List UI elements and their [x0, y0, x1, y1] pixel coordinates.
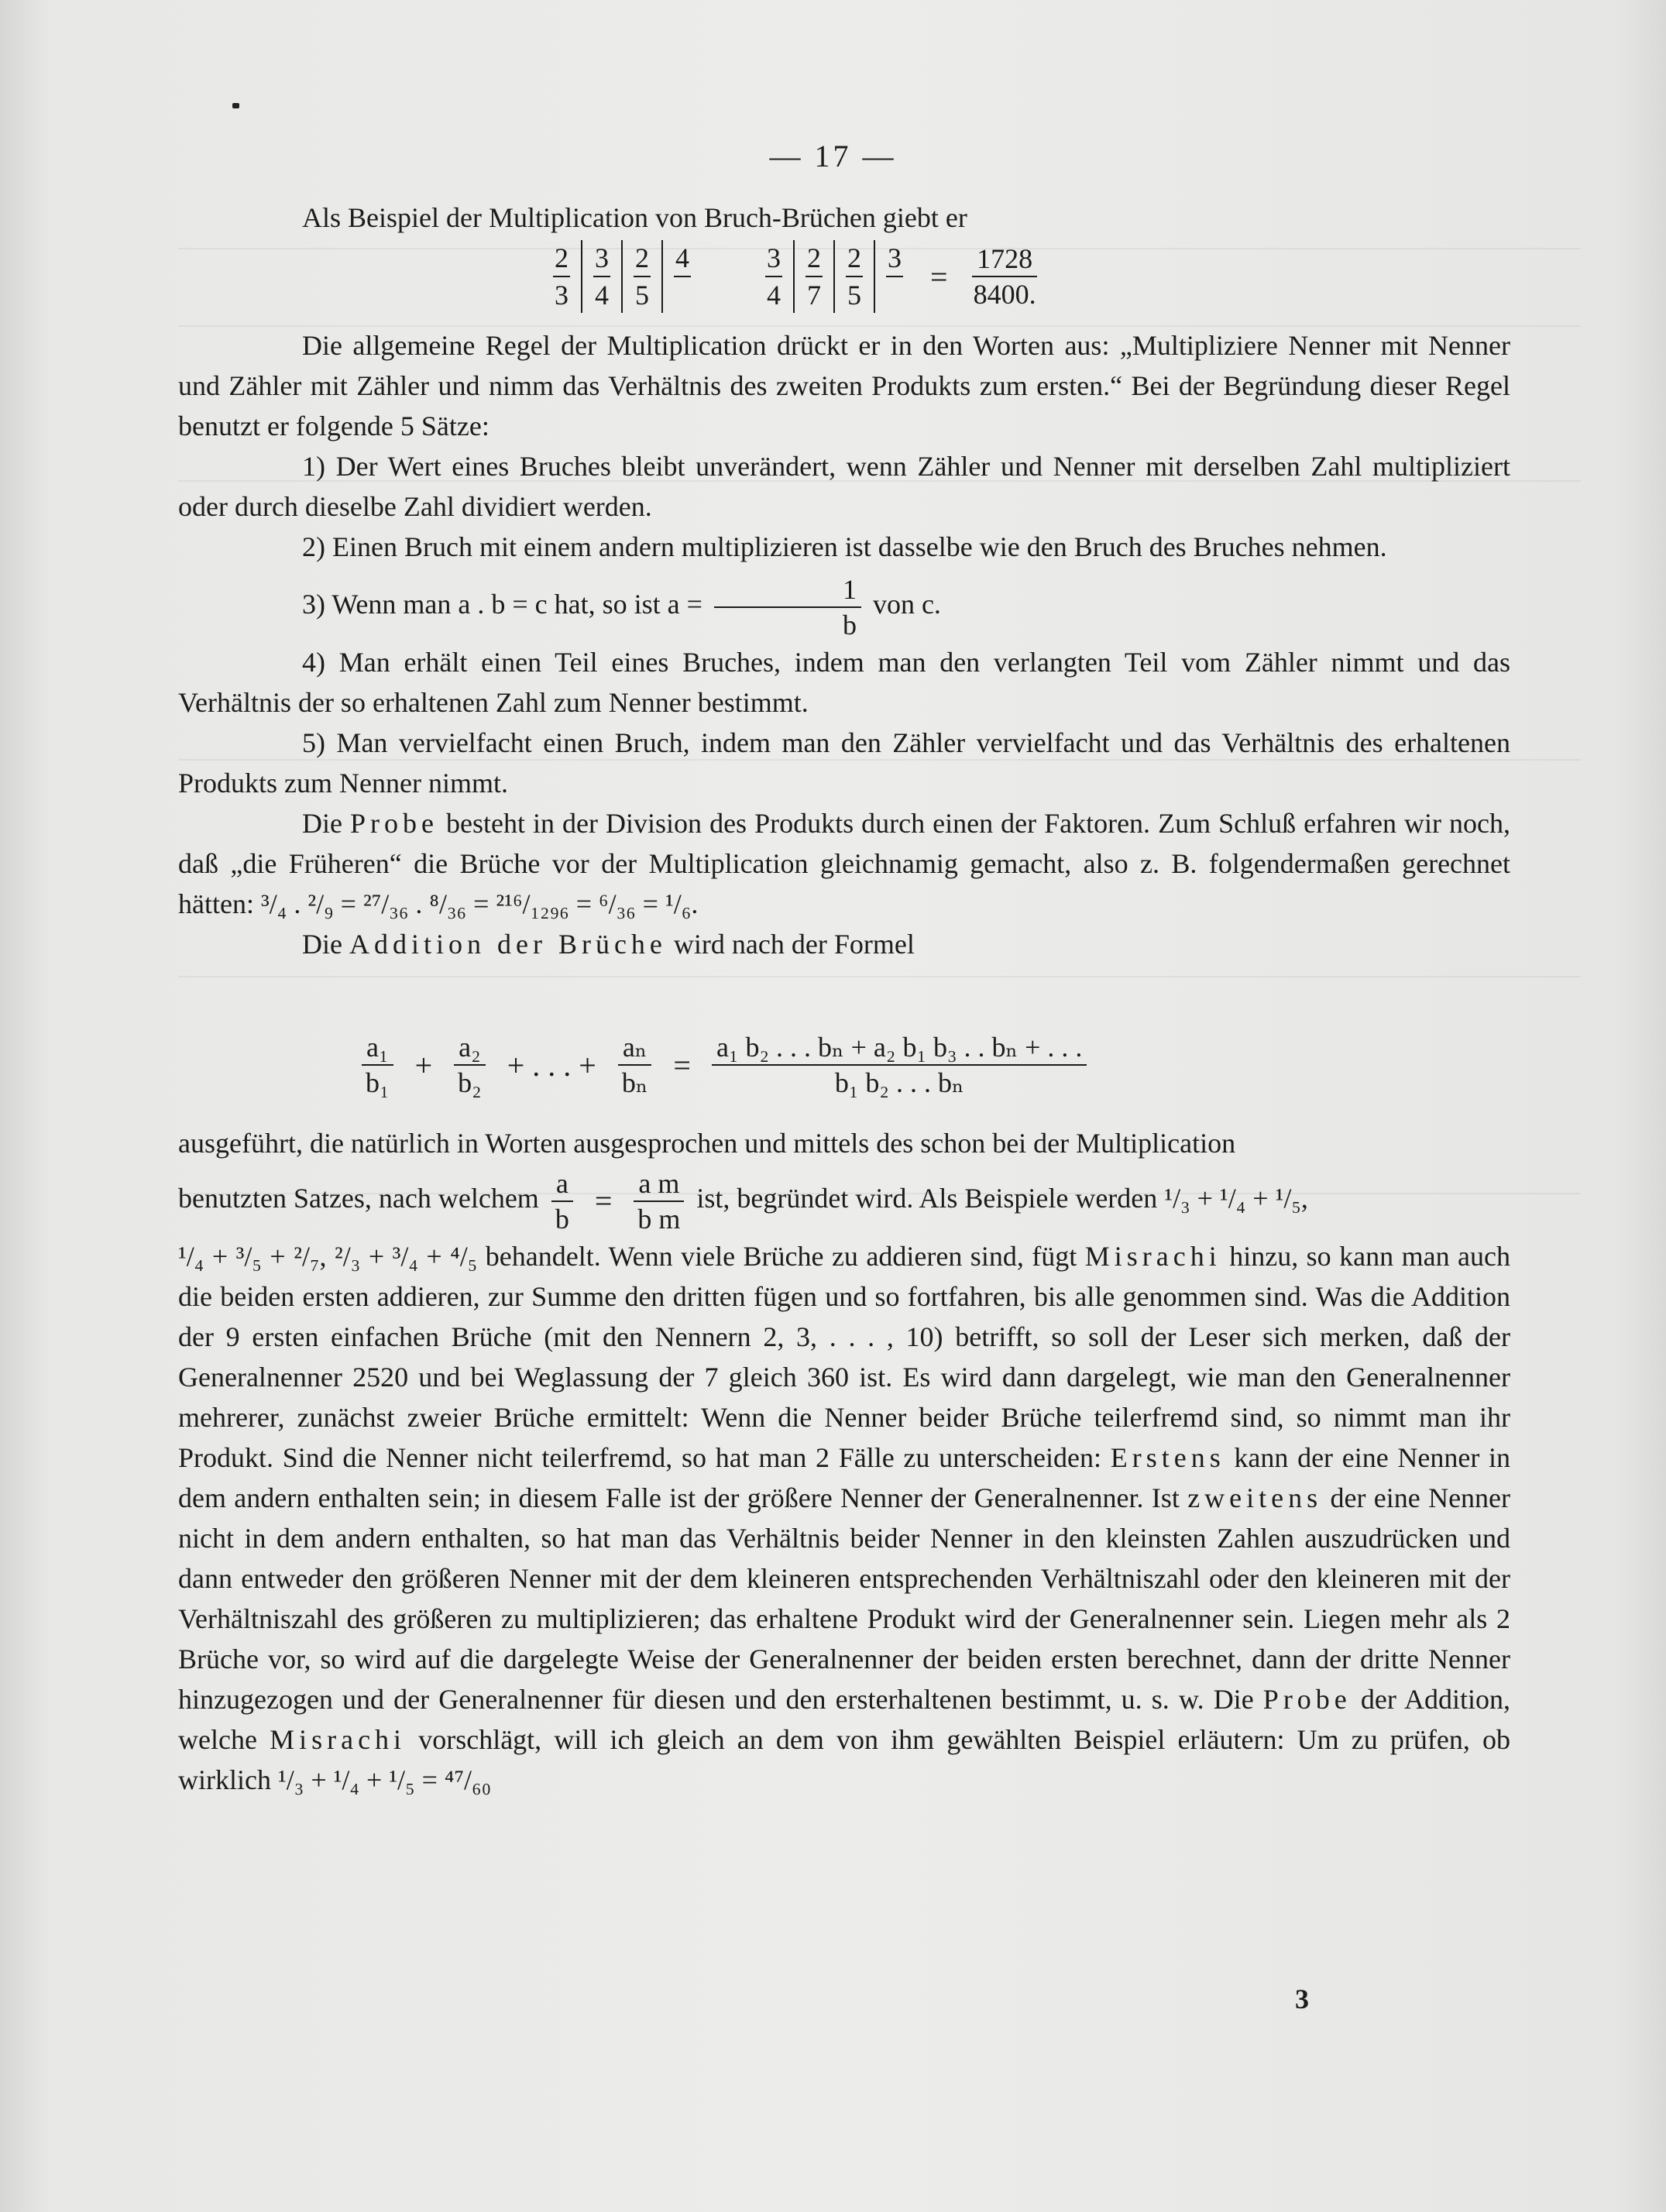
spaced-misrachi: Misrachi [1084, 1240, 1221, 1272]
satz-fraction-2: $\frac{\text{a m}}{\text{b m}}$ [633, 1166, 685, 1236]
example-intro: Als Beispiel der Multiplication von Bruch-Brüchen giebt er [302, 202, 967, 233]
para-addition: Die Addition der Brüche wird nach der Formel [302, 928, 915, 960]
chain-right-cell-3: $\frac{2}{5}$ [835, 240, 875, 313]
addition-formula [356, 1030, 1091, 1100]
body-block-1 [178, 325, 1510, 964]
probe-calculation: ³/₄ . ²/₉ = ²⁷/₃₆ . ⁸/₃₆ = ²¹⁶/₁₂₉₆ = ⁶/₃₆ = ¹/₆. [260, 888, 699, 919]
spaced-probe-2: Probe [1262, 1683, 1352, 1715]
spaced-misrachi-2: Misrachi [270, 1723, 407, 1755]
page-number-header: — 17 — [769, 139, 897, 173]
formula-term-n: $\frac{\text{aₙ}}{\text{bₙ}}$ [617, 1030, 653, 1100]
signature-mark: 3 [1295, 1984, 1309, 2014]
formula-rhs: $\frac{\text{a₁ b₂ . . . bₙ + a₂ b₁ b₃ . . bₙ + . . .}}{\text{b₁ b₂ . . . bₙ}}$ [712, 1030, 1087, 1100]
example-intro-line [178, 198, 1510, 238]
chain-left-cell-1: $\frac{2}{3}$ [542, 240, 582, 313]
body-block-2 [178, 1123, 1510, 1800]
chain-result: $\frac{1728}{8400.}$ [973, 243, 1036, 310]
chain-left-cell-4: 4 [663, 240, 702, 313]
ink-mark [232, 103, 239, 108]
chain-equals: = [930, 259, 948, 294]
rule-3: 3) Wenn man a . b = c hat, so ist a = $\frac{1}{b}$ von c. [302, 573, 941, 641]
rule-5: 5) Man vervielfacht einen Bruch, indem man den Zähler vervielfacht und das Verhältnis des erhaltenen Produkts zum Nenner nimmt. [178, 726, 1510, 799]
chain-formula [542, 240, 1046, 313]
para-main: ¹/₄ + ³/₅ + ²/₇, ²/₃ + ³/₄ + ⁴/₅ behandelt. Wenn viele Brüche zu addieren sind, fügt Misrachi hinzu, so kann man auch die beiden ersten addieren, zur Summe den dritten fügen und so fortfahren, bis alle genommen sind. Was die Addition der 9 ersten einfachen Brüche (mit den Nennern 2, 3, . . . , 10) betrifft, so soll der Leser sich merken, daß der Generalnenner 2520 und bei Weglassung der 7 gleich 360 ist. Es wird dann dargelegt, wie man den Generalnenner mehrerer, zunächst zweier Brüche ermittelt: Wenn die Nenner beider Brüche teilerfremd sind, so nimmt man ihr Produkt. Sind die Nenner nicht teilerfremd, so hat man 2 Fälle zu unterscheiden: Erstens kann der eine Nenner in dem andern enthalten sein; in diesem Falle ist der größere Nenner der Generalnenner. Ist zweitens der eine Nenner nicht in dem andern enthalten, so hat man das Verhältnis beider Nenner in den kleinsten Zahlen auszudrücken und dann entweder den größeren Nenner mit der dem kleineren entsprechenden Verhältniszahl oder den kleineren mit der Verhältniszahl des größeren zu multiplizieren; das erhaltene Produkt wird der Generalnenner sein. Liegen mehr als 2 Brüche vor, so wird auf die dargelegte Weise der Generalnenner der beiden ersten berechnet, dann der dritte Nenner hinzugezogen und der Generalnenner für diesen und den ersterhaltenen bestimmt, u. s. w. Die Probe der Addition, welche Misrachi vorschlägt, will ich gleich an dem von ihm gewählten Beispiel erläutern: Um zu prüfen, ob wirklich ¹/₃ + ¹/₄ + ¹/₅ = ⁴⁷/₆₀ [178, 1240, 1511, 1795]
formula-plus: + [414, 1047, 433, 1083]
para-after-formula: ausgeführt, die natürlich in Worten ausgesprochen und mittels des schon bei der Multiplication [178, 1128, 1236, 1159]
satz-fraction-1: $\frac{a}{b}$ [551, 1166, 574, 1236]
para-rule: Die allgemeine Regel der Multiplication drückt er in den Worten aus: „Multipliziere Nenner mit Nenner und Zähler mit Zähler und nimm das Verhältnis des zweiten Produkts zum ersten.“ Bei der Begründung dieser Regel benutzt er folgende 5 Sätze: [178, 330, 1510, 441]
rule-2: 2) Einen Bruch mit einem andern multiplizieren ist dasselbe wie den Bruch des Bruches nehmen. [302, 531, 1387, 562]
rule-3-fraction: $\frac{1}{b}$ [714, 572, 861, 642]
spaced-zweitens: zweitens [1187, 1482, 1323, 1513]
chain-right-cell-2: $\frac{2}{7}$ [795, 240, 835, 313]
rule-4: 4) Man erhält einen Teil eines Bruches, indem man den verlangten Teil vom Zähler nimmt und das Verhältnis der so erhaltenen Zahl zum Nenner bestimmt. [178, 646, 1510, 718]
rule-1: 1) Der Wert eines Bruches bleibt unverändert, wenn Zähler und Nenner mit derselben Zahl multipliziert oder durch dieselbe Zahl dividiert werden. [178, 451, 1510, 522]
chain-right-cell-4: 3 [875, 240, 914, 313]
para-satz: benutzten Satzes, nach welchem $\frac{a}{b}$ = $\frac{\text{a m}}{\text{b m}}$ ist, begründet wird. Als Beispiele werden ¹/₃ + ¹/₄ + ¹/₅, [178, 1167, 1308, 1235]
formula-equals: = [673, 1047, 691, 1083]
formula-term-1: $\frac{\text{a₁}}{\text{b₁}}$ [361, 1030, 394, 1100]
spaced-erstens: Erstens [1110, 1441, 1225, 1473]
chain-left-cell-3: $\frac{2}{5}$ [623, 240, 663, 313]
para-probe: Die Probe besteht in der Division des Produkts durch einen der Faktoren. Zum Schluß erfahren wir noch, daß „die Früheren“ die Brüche vor der Multiplication gleichnamig gemacht, also z. B. folgendermaßen gerechnet hätten: ³/₄ . ²/₉ = ²⁷/₃₆ . ⁸/₃₆ = ²¹⁶/₁₂₉₆ = ⁶/₃₆ = ¹/₆. [178, 807, 1511, 919]
spaced-addition: Addition der Brüche [349, 928, 667, 960]
formula-dots: + . . . + [507, 1047, 596, 1083]
chain-right-cell-1: $\frac{3}{4}$ [754, 240, 795, 313]
formula-term-2: $\frac{\text{a₂}}{\text{b₂}}$ [453, 1030, 486, 1100]
chain-left-cell-2: $\frac{3}{4}$ [582, 240, 623, 313]
spaced-probe: Probe [350, 807, 439, 839]
